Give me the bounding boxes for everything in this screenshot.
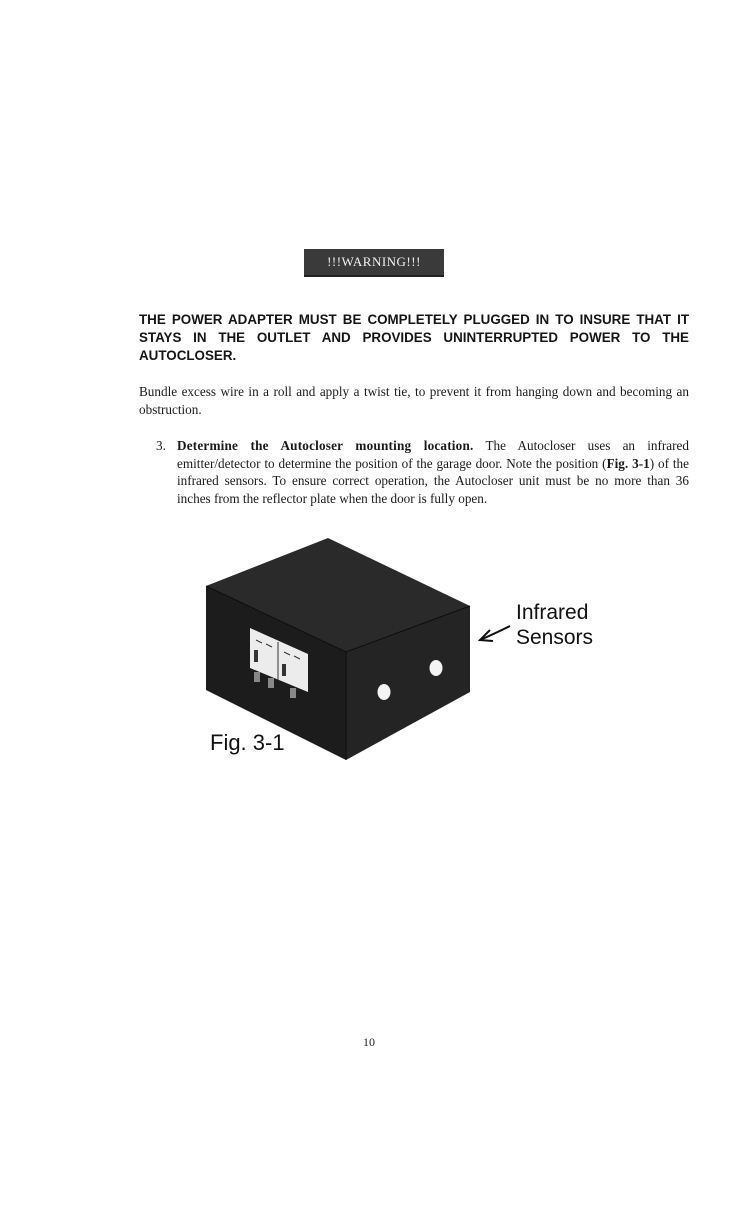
step-text bbox=[177, 437, 689, 507]
warning-label: !!!WARNING!!! bbox=[327, 254, 421, 269]
port bbox=[254, 672, 260, 682]
step-lead: Determine the Autocloser mounting location. bbox=[177, 438, 474, 453]
warning-text: THE POWER ADAPTER MUST BE COMPLETELY PLUGGED IN TO INSURE THAT IT STAYS IN THE OUTLET AND PROVIDES UNINTERRUPTED POWER TO THE AUTOCLOSER. bbox=[139, 312, 689, 363]
step-number: 3. bbox=[156, 438, 166, 453]
callout-arrow bbox=[480, 626, 510, 640]
port bbox=[290, 688, 296, 698]
fig-reference: Fig. 3-1 bbox=[606, 455, 650, 471]
infrared-sensors-label bbox=[516, 600, 593, 650]
step-text-part2: ) of the infrared sensors. To ensure correct operation, the Autocloser unit must be no more than 36 inches from the reflector plate when the door is fully open. bbox=[177, 455, 689, 506]
callout-line-1: Infrared bbox=[516, 601, 589, 624]
step-text-part1: The Autocloser uses an infrared emitter/detector to determine the position of the garage door. Note the position ( bbox=[177, 438, 689, 471]
infrared-sensor-right bbox=[430, 660, 443, 676]
figure-3-1 bbox=[196, 530, 616, 770]
callout-line-2: Sensors bbox=[516, 626, 594, 649]
step-3 bbox=[156, 437, 689, 507]
page-number: 10 bbox=[363, 1035, 375, 1049]
bundle-paragraph: Bundle excess wire in a roll and apply a twist tie, to prevent it from hanging down and becoming an obstruction. bbox=[139, 384, 689, 417]
warning-banner bbox=[304, 249, 444, 277]
port bbox=[268, 678, 274, 688]
figure-caption: Fig. 3-1 bbox=[210, 730, 285, 755]
infrared-sensor-left bbox=[378, 684, 391, 700]
